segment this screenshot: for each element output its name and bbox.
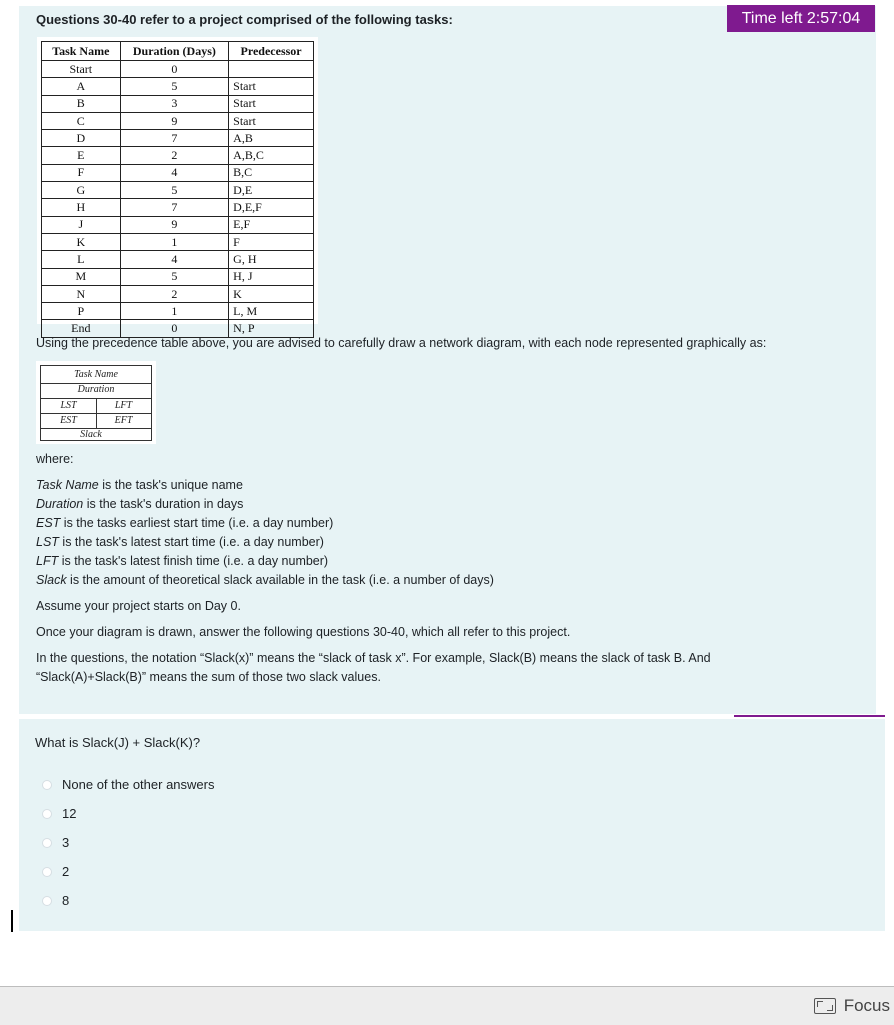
table-row <box>42 303 314 320</box>
column-header-predecessor: Predecessor <box>229 42 314 61</box>
node-lst: LST <box>60 400 77 411</box>
table-row <box>42 61 314 78</box>
node-eft: EFT <box>114 415 133 426</box>
task-name-cell: C <box>42 112 121 129</box>
task-name-cell: A <box>42 78 121 95</box>
duration-cell: 0 <box>120 61 229 78</box>
table-row <box>42 182 314 199</box>
table-row <box>42 233 314 250</box>
duration-cell: 4 <box>120 251 229 268</box>
duration-cell: 3 <box>120 95 229 112</box>
duration-cell: 7 <box>120 199 229 216</box>
precedence-table <box>41 41 314 338</box>
table-row <box>42 78 314 95</box>
answer-option-label[interactable]: 12 <box>62 806 77 821</box>
task-name-cell: G <box>42 182 121 199</box>
duration-cell: 2 <box>120 147 229 164</box>
predecessor-cell: Start <box>229 78 314 95</box>
radio-button[interactable] <box>42 780 52 790</box>
node-legend-image <box>36 361 156 444</box>
task-name-cell: K <box>42 233 121 250</box>
text-cursor <box>11 910 13 932</box>
task-name-cell: Start <box>42 61 121 78</box>
panel-accent-line <box>734 715 885 717</box>
task-name-cell: N <box>42 285 121 302</box>
column-header-duration: Duration (Days) <box>120 42 229 61</box>
table-row <box>42 320 314 337</box>
predecessor-cell: L, M <box>229 303 314 320</box>
notation-text-line2: “Slack(A)+Slack(B)” means the sum of those two slack values. <box>36 670 381 684</box>
assume-text: Assume your project starts on Day 0. <box>36 599 241 613</box>
table-row <box>42 199 314 216</box>
definition-term: Duration <box>36 497 84 511</box>
table-row <box>42 147 314 164</box>
predecessor-cell: N, P <box>229 320 314 337</box>
answer-option-label[interactable]: 2 <box>62 864 70 879</box>
task-name-cell: L <box>42 251 121 268</box>
node-task-name: Task Name <box>74 369 118 380</box>
node-lft: LFT <box>114 400 133 411</box>
intro-text: Using the precedence table above, you are advised to carefully draw a network diagram, with each node represented graphically as: <box>36 336 767 350</box>
node-divider <box>41 413 151 414</box>
column-header-task-name: Task Name <box>42 42 121 61</box>
definition-item <box>36 571 494 590</box>
task-name-cell: D <box>42 130 121 147</box>
duration-cell: 1 <box>120 303 229 320</box>
predecessor-cell: G, H <box>229 251 314 268</box>
definition-term: EST <box>36 516 61 530</box>
radio-button[interactable] <box>42 838 52 848</box>
definition-term: Slack <box>36 573 67 587</box>
definition-text: is the task's latest finish time (i.e. a day number) <box>58 554 329 568</box>
definition-term: LST <box>36 535 59 549</box>
definition-text: is the task's duration in days <box>83 497 244 511</box>
task-name-cell: F <box>42 164 121 181</box>
definition-text: is the task's unique name <box>98 478 243 492</box>
predecessor-cell: B,C <box>229 164 314 181</box>
definition-list <box>36 476 494 590</box>
question-text: What is Slack(J) + Slack(K)? <box>35 735 201 750</box>
node-legend-box <box>40 365 152 441</box>
task-name-cell: E <box>42 147 121 164</box>
predecessor-cell: A,B <box>229 130 314 147</box>
answer-option-label[interactable]: 8 <box>62 893 70 908</box>
predecessor-cell: K <box>229 285 314 302</box>
duration-cell: 7 <box>120 130 229 147</box>
table-row <box>42 130 314 147</box>
time-left-badge: Time left 2:57:04 <box>727 5 875 32</box>
predecessor-cell: D,E <box>229 182 314 199</box>
predecessor-cell: Start <box>229 112 314 129</box>
duration-cell: 5 <box>120 182 229 199</box>
question-panel <box>19 719 885 931</box>
radio-button[interactable] <box>42 896 52 906</box>
task-name-cell: End <box>42 320 121 337</box>
instructions-text: Once your diagram is drawn, answer the following questions 30-40, which all refer to this project. <box>36 625 571 639</box>
where-label: where: <box>36 452 74 466</box>
footer-bar <box>0 986 894 1025</box>
definition-term: Task Name <box>36 478 99 492</box>
duration-cell: 1 <box>120 233 229 250</box>
task-name-cell: J <box>42 216 121 233</box>
radio-button[interactable] <box>42 809 52 819</box>
node-duration: Duration <box>77 384 115 395</box>
table-row <box>42 112 314 129</box>
task-name-cell: H <box>42 199 121 216</box>
definition-item <box>36 552 494 571</box>
definition-text: is the tasks earliest start time (i.e. a day number) <box>60 516 334 530</box>
table-row <box>42 95 314 112</box>
table-row <box>42 268 314 285</box>
focus-label: Focus <box>843 996 890 1015</box>
predecessor-cell: E,F <box>229 216 314 233</box>
duration-cell: 5 <box>120 268 229 285</box>
table-row <box>42 285 314 302</box>
answer-option-label[interactable]: None of the other answers <box>62 777 215 792</box>
notation-text-line1: In the questions, the notation “Slack(x)” means the “slack of task x”. For example, Slack(B) means the slack of task B. And <box>36 651 711 665</box>
predecessor-cell: A,B,C <box>229 147 314 164</box>
duration-cell: 2 <box>120 285 229 302</box>
duration-cell: 4 <box>120 164 229 181</box>
table-row <box>42 216 314 233</box>
predecessor-cell <box>229 61 314 78</box>
duration-cell: 9 <box>120 112 229 129</box>
definition-text: is the task's latest start time (i.e. a day number) <box>58 535 324 549</box>
predecessor-cell: Start <box>229 95 314 112</box>
definition-item <box>36 476 494 495</box>
focus-button[interactable] <box>814 994 890 1018</box>
predecessor-cell: F <box>229 233 314 250</box>
radio-button[interactable] <box>42 867 52 877</box>
definition-item <box>36 495 494 514</box>
node-est: EST <box>60 415 77 426</box>
duration-cell: 5 <box>120 78 229 95</box>
definition-item <box>36 533 494 552</box>
answer-option-label[interactable]: 3 <box>62 835 70 850</box>
page-title: Questions 30-40 refer to a project comprised of the following tasks: <box>36 12 453 27</box>
predecessor-cell: D,E,F <box>229 199 314 216</box>
predecessor-cell: H, J <box>229 268 314 285</box>
focus-icon <box>814 998 836 1014</box>
task-name-cell: B <box>42 95 121 112</box>
duration-cell: 0 <box>120 320 229 337</box>
definition-text: is the amount of theoretical slack available in the task (i.e. a number of days) <box>66 573 494 587</box>
task-name-cell: M <box>42 268 121 285</box>
definition-term: LFT <box>36 554 59 568</box>
table-row <box>42 251 314 268</box>
duration-cell: 9 <box>120 216 229 233</box>
table-row <box>42 164 314 181</box>
node-slack: Slack <box>80 429 102 440</box>
definition-item <box>36 514 494 533</box>
task-name-cell: P <box>42 303 121 320</box>
precedence-table-image <box>37 37 318 336</box>
